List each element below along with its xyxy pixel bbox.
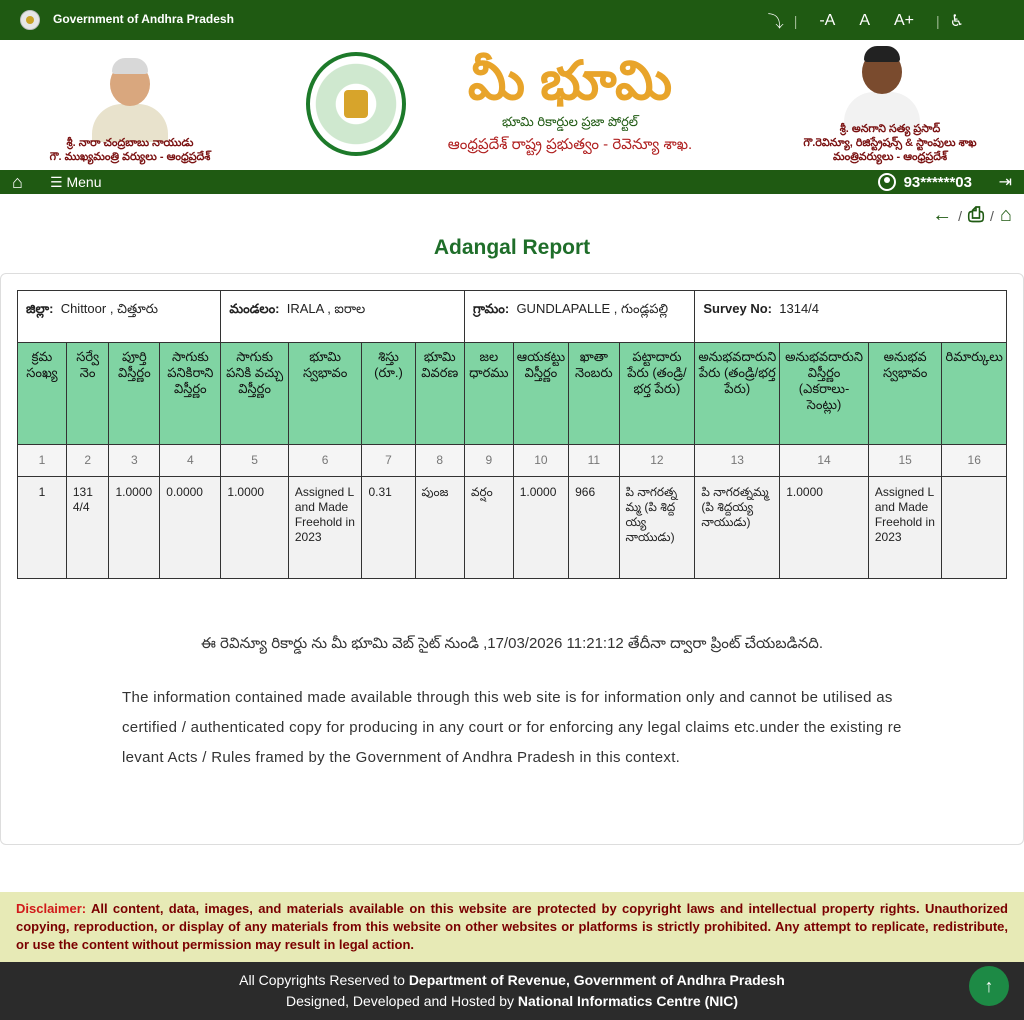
print-icon[interactable]: ⎙ [968, 204, 985, 226]
table-cell: 1.0000 [221, 477, 288, 579]
column-header: పూర్తి విస్తీర్ణం [109, 343, 160, 445]
table-cell: 1.0000 [109, 477, 160, 579]
table-cell: 1.0000 [513, 477, 568, 579]
nic-link: National Informatics Centre (NIC) [517, 993, 739, 1009]
mandal-cell: మండలం: IRALA , ఐరాల [221, 291, 465, 343]
font-decrease-button[interactable]: -A [819, 11, 836, 29]
column-header: అనుభవ స్వభావం [868, 343, 942, 445]
user-id: 93******03 [903, 173, 972, 191]
column-number: 16 [942, 445, 1007, 477]
column-number: 10 [513, 445, 568, 477]
table-cell: Assigned Land Made Freehold in 2023 [288, 477, 362, 579]
column-header: పట్టాదారు పేరు (తండ్రి/భర్త పేరు) [619, 343, 695, 445]
table-cell: వర్షం [464, 477, 513, 579]
copyright-line: All Copyrights Reserved to Department of Revenue, Government of Andhra Pradesh [239, 972, 785, 988]
site-footer [0, 962, 1024, 1020]
brand-subtitle: భూమి రికార్డుల ప్రజా పోర్టల్ [501, 114, 639, 129]
back-icon[interactable]: ← [932, 204, 953, 226]
village-cell: గ్రామం: GUNDLAPALLE , గుండ్లపల్లి [464, 291, 694, 343]
table-cell: 1.0000 [780, 477, 869, 579]
table-cell: 0.0000 [160, 477, 221, 579]
column-number: 9 [464, 445, 513, 477]
column-header: ఖాతా నెంబరు [569, 343, 619, 445]
column-header: భూమి వివరణ [415, 343, 464, 445]
column-number: 15 [868, 445, 942, 477]
main-nav [0, 170, 1024, 194]
column-header: శిస్తు (రూ.) [362, 343, 415, 445]
table-row [18, 477, 1007, 579]
font-increase-button[interactable]: A+ [894, 11, 915, 29]
column-number: 6 [288, 445, 362, 477]
column-header: సాగుకు పనికి వచ్చు విస్తీర్ణం [221, 343, 288, 445]
brand-title: మీ భూమి [467, 51, 673, 111]
logout-icon[interactable]: ⇥ [998, 174, 1012, 191]
disclaimer-text: All content, data, images, and materials available on this website are protected by copyright laws and intellectual property rights. Unauthorized copying, reproduction, or display of any materials from this website on other websites or platforms is strictly prohibited. Any attempt to replicate, redistribute, or use the content without permission may result in legal action. [16, 901, 1008, 952]
district-cell: జిల్లా: Chittoor , చిత్తూరు [18, 291, 221, 343]
page-title: Adangal Report [433, 236, 591, 259]
table-cell: పుంజ [415, 477, 464, 579]
column-header: రిమార్కులు [942, 343, 1007, 445]
header-row [18, 343, 1007, 445]
column-number: 12 [619, 445, 695, 477]
user-icon [878, 173, 896, 191]
chief-minister-photo [90, 52, 170, 142]
print-timestamp-note: ఈ రెవిన్యూ రికార్డు ను మీ భూమి వెబ్ సైట్ నుండి ,17/03/2026 11:21:12 తేదీనా ద్వారా ప్రింట్ చేయబడినది. [200, 635, 823, 652]
table-cell: పి నాగరత్నమ్మ (పి శిద్దయ్య నాయుడు) [619, 477, 695, 579]
state-emblem-icon [20, 10, 40, 30]
column-header: అనుభవదారుని విస్తీర్ణం (ఎకరాలు-సెంట్లు) [780, 343, 869, 445]
skip-to-content-icon[interactable]: ⤵ [767, 14, 784, 31]
menu-button[interactable]: ☰ Menu [50, 174, 102, 190]
chief-minister-caption: శ్రీ. నారా చంద్రబాబు నాయుడు గౌ. ముఖ్యమంత్రి వర్యులు - ఆంధ్రప్రదేశ్ [49, 137, 211, 163]
revenue-minister-photo [842, 40, 922, 130]
survey-cell: Survey No: 1314/4 [695, 291, 1007, 343]
government-name: Government of Andhra Pradesh [53, 12, 234, 26]
column-header: అనుభవదారుని పేరు (తండ్రి/భర్త పేరు) [695, 343, 780, 445]
column-header: ఆయకట్టు విస్తీర్ణం [513, 343, 568, 445]
column-number: 8 [415, 445, 464, 477]
column-number: 4 [160, 445, 221, 477]
column-number: 7 [362, 445, 415, 477]
department-link: Department of Revenue, Government of Andhra Pradesh [408, 972, 785, 988]
column-header: సర్వే నెం [66, 343, 109, 445]
user-account[interactable] [878, 173, 972, 191]
table-cell: పి నాగరత్నమ్మ (పి శిద్దయ్య నాయుడు) [695, 477, 780, 579]
column-number: 5 [221, 445, 288, 477]
disclaimer-label: Disclaimer: [16, 901, 87, 916]
table-cell: 966 [569, 477, 619, 579]
column-number: 14 [780, 445, 869, 477]
column-number: 11 [569, 445, 619, 477]
column-header: సాగుకు పనికిరాని విస్తీర్ణం [160, 343, 221, 445]
table-cell [942, 477, 1007, 579]
page-actions: ← / ⎙ / ⌂ [932, 204, 1012, 226]
table-cell: 1314/4 [66, 477, 109, 579]
revenue-minister-caption: శ్రీ. అనగాని సత్య ప్రసాద్ గౌ.రెవిన్యూ, రిజిస్ట్రేషన్స్ & స్టాంపులు శాఖ మంత్రివర్యులు - ఆంధ్రప్రదేశ్ [803, 123, 977, 163]
home-icon[interactable]: ⌂ [12, 172, 23, 192]
table-cell: 1 [18, 477, 67, 579]
column-number: 13 [695, 445, 780, 477]
site-header [0, 40, 1024, 170]
column-header: జల ధారము [464, 343, 513, 445]
arrow-up-icon[interactable]: ↑ [969, 966, 1009, 1006]
brand-department: ఆంధ్రప్రదేశ్ రాష్ట్ర ప్రభుత్వం - రెవెన్యూ శాఖ. [447, 136, 693, 153]
column-header: క్రమ సంఖ్య [18, 343, 67, 445]
column-number: 3 [109, 445, 160, 477]
column-header: భూమి స్వభావం [288, 343, 362, 445]
home-icon[interactable]: ⌂ [999, 204, 1012, 226]
accessibility-toolbar: ⤵ | -A A A+ | ♿ [768, 9, 964, 32]
column-number-row [18, 445, 1007, 477]
location-row [18, 291, 1007, 343]
font-normal-button[interactable]: A [859, 11, 870, 29]
credits-line: Designed, Developed and Hosted by National Informatics Centre (NIC) [285, 993, 739, 1009]
information-disclaimer: The information contained made available through this web site is for information only and cannot be utilised as certified / authenticated copy for producing in any court or for enforcing any legal claims etc.under the existing relevant Acts / Rules framed by the Government of Andhra Pradesh in this context. [122, 689, 902, 766]
top-bar [0, 0, 1024, 40]
column-number: 2 [66, 445, 109, 477]
adangal-report-table [17, 290, 1007, 579]
copyright-disclaimer [0, 892, 1024, 962]
table-cell: 0.31 [362, 477, 415, 579]
accessibility-icon[interactable]: ♿ [949, 12, 964, 30]
table-cell: Assigned Land Made Freehold in 2023 [868, 477, 942, 579]
column-number: 1 [18, 445, 67, 477]
